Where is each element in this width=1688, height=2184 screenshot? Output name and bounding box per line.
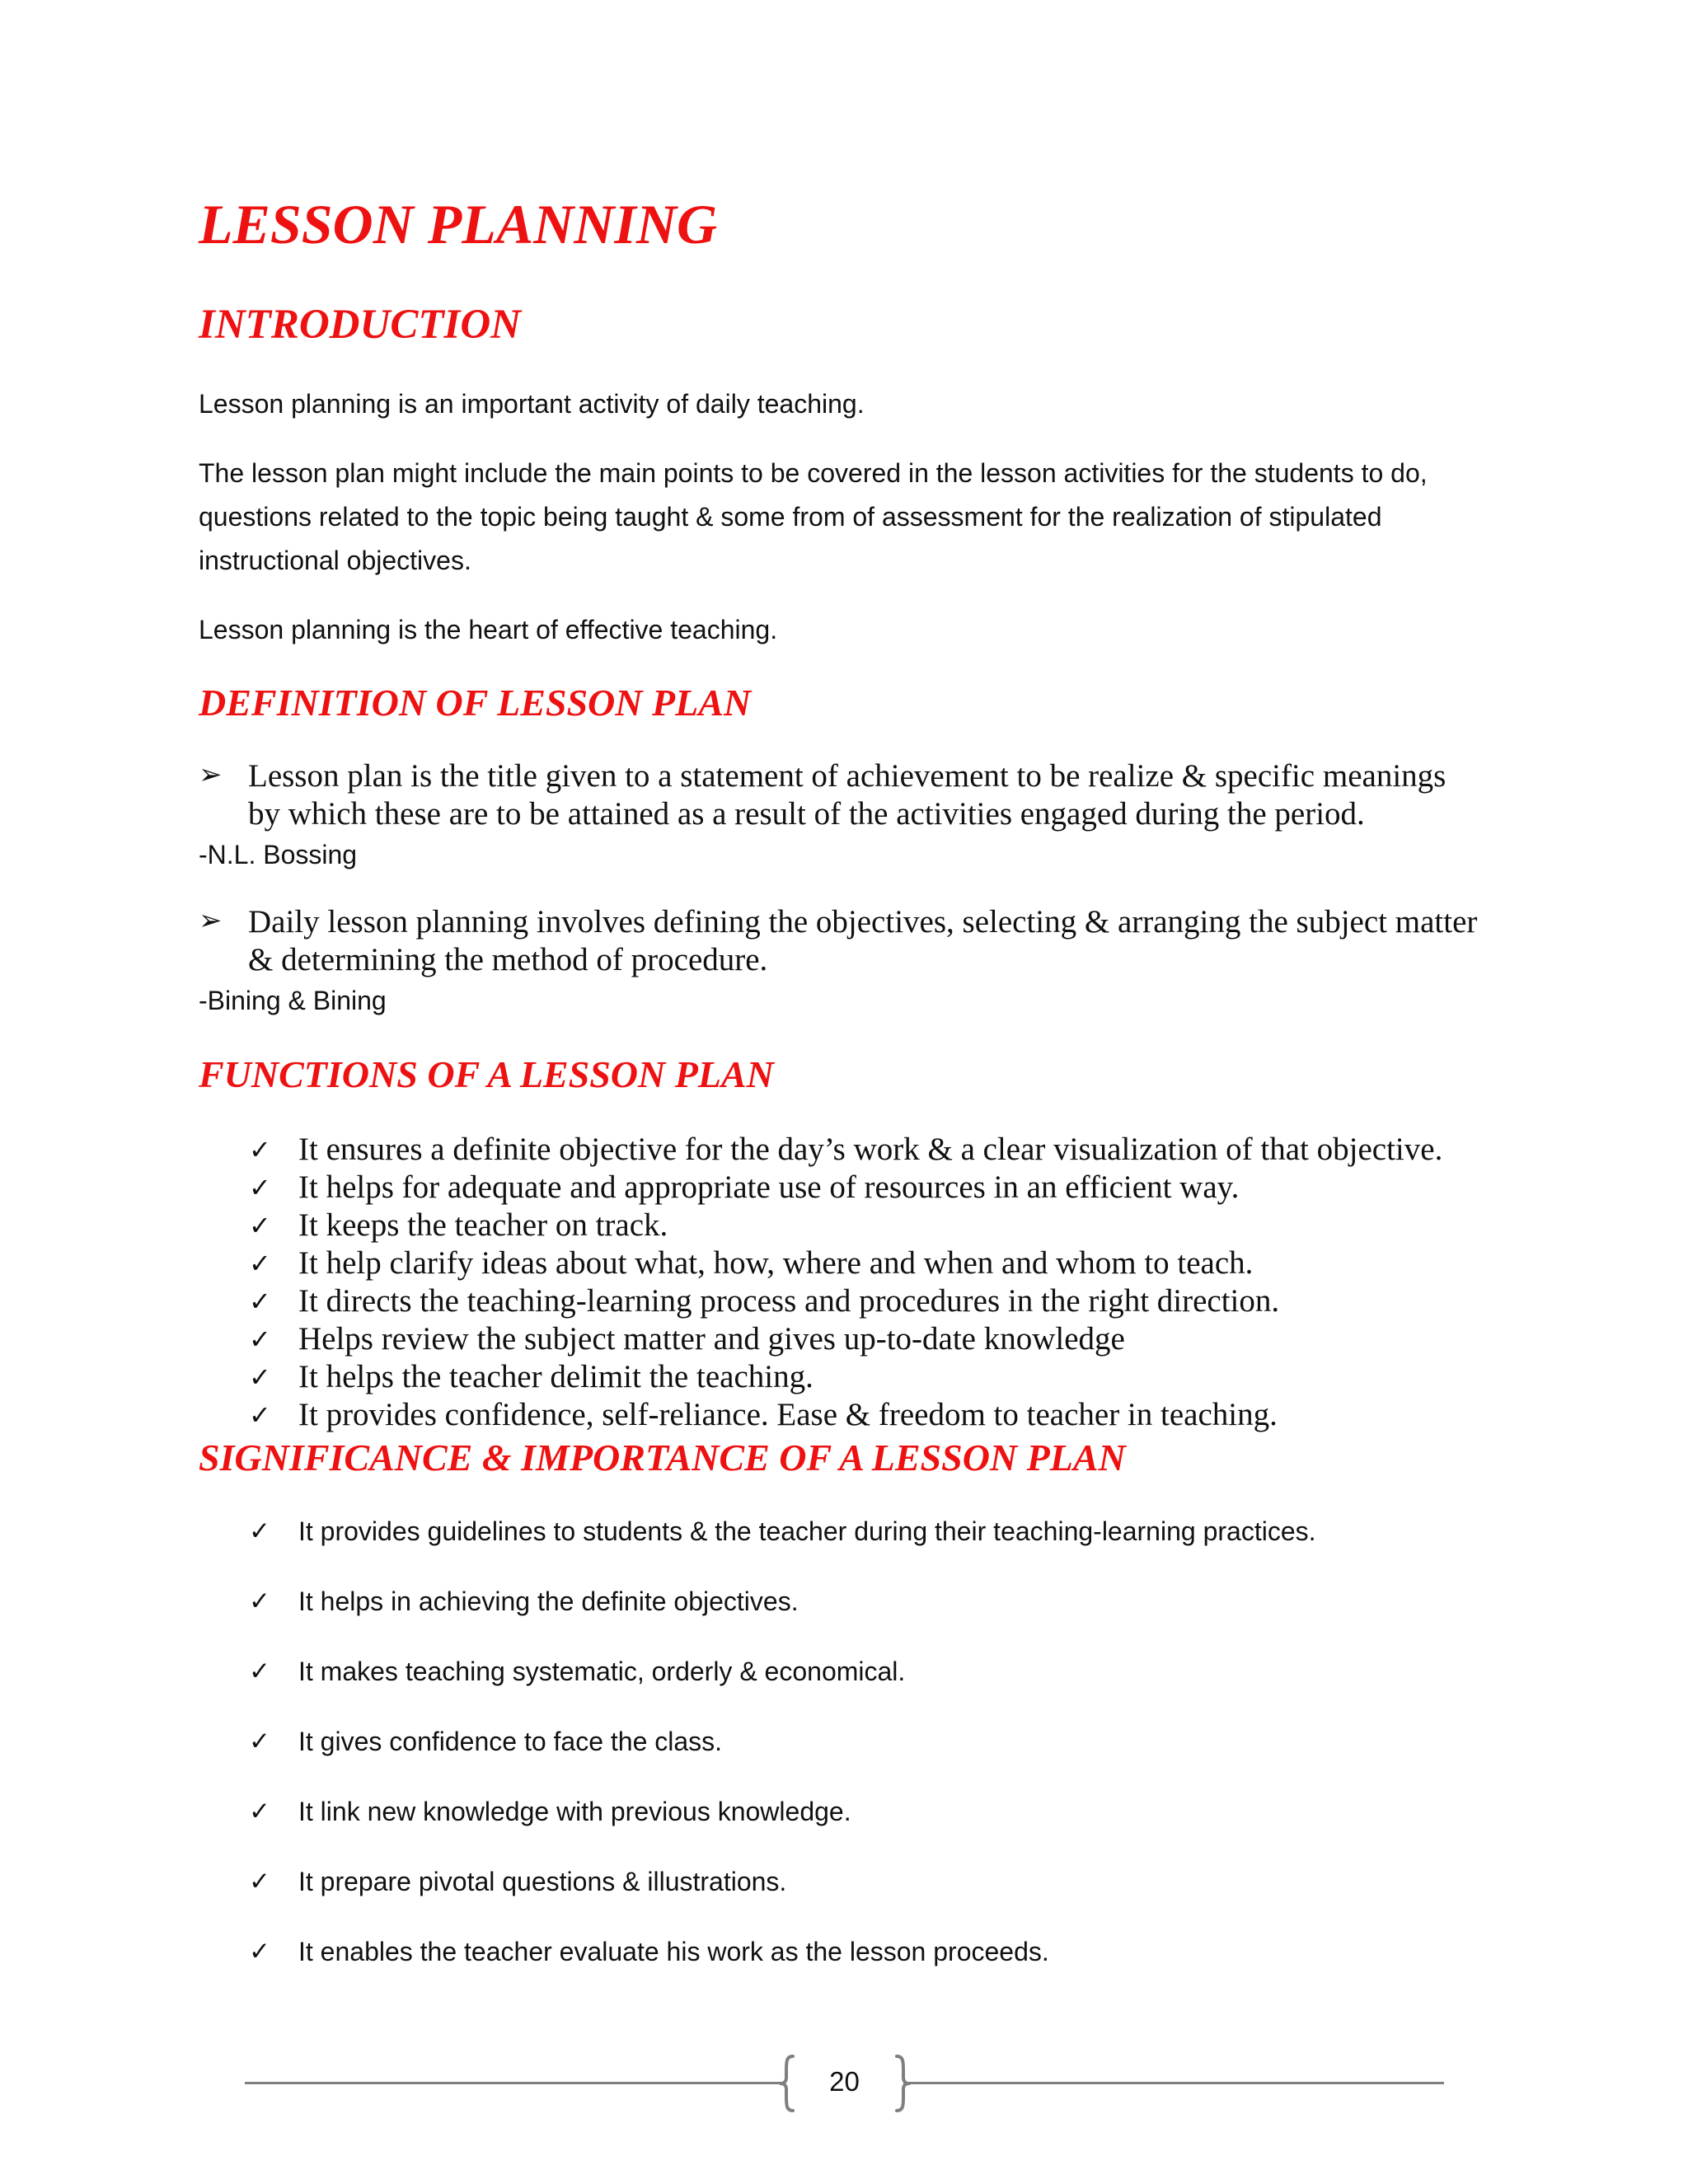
functions-heading: FUNCTIONS OF A LESSON PLAN bbox=[199, 1053, 774, 1095]
introduction-paragraph-1: Lesson planning is an important activity of daily teaching. bbox=[199, 389, 865, 419]
list-item bbox=[249, 1650, 1535, 1694]
definition-text-2: Daily lesson planning involves defining the objectives, selecting & arranging the subject matter & determining the method of procedure. bbox=[248, 904, 1478, 977]
page-number: 20 bbox=[829, 2066, 860, 2097]
check-icon: ✓ bbox=[249, 1248, 271, 1279]
definition-text-1: Lesson plan is the title given to a statement of achievement to be realize & specific meanings by which these are to be attained as a result of the activities engaged during the period. bbox=[248, 758, 1447, 832]
footer-left-rule bbox=[245, 2082, 783, 2084]
check-icon: ✓ bbox=[249, 1399, 271, 1431]
function-text-5: It directs the teaching-learning process and procedures in the right direction. bbox=[298, 1283, 1280, 1319]
page-title: LESSON PLANNING bbox=[199, 193, 718, 255]
list-item bbox=[249, 1282, 1535, 1320]
function-text-4: It help clarify ideas about what, how, where and when and whom to teach. bbox=[298, 1245, 1254, 1281]
bracket-icon bbox=[779, 2054, 797, 2113]
list-item bbox=[249, 1169, 1535, 1207]
check-icon: ✓ bbox=[249, 1797, 270, 1826]
check-icon: ✓ bbox=[249, 1172, 271, 1203]
function-text-6: Helps review the subject matter and gives up-to-date knowledge bbox=[298, 1321, 1125, 1357]
definition-heading: DEFINITION OF LESSON PLAN bbox=[199, 682, 752, 724]
significance-text-1: It provides guidelines to students & the teacher during their teaching-learning practices. bbox=[298, 1516, 1316, 1546]
check-icon: ✓ bbox=[249, 1210, 271, 1241]
significance-text-3: It makes teaching systematic, orderly & economical. bbox=[298, 1657, 906, 1686]
list-item bbox=[249, 1244, 1535, 1282]
introduction-paragraph-3: Lesson planning is the heart of effective teaching. bbox=[199, 615, 778, 644]
list-item bbox=[249, 1720, 1535, 1764]
arrow-bullet-icon: ➢ bbox=[199, 906, 223, 936]
function-text-2: It helps for adequate and appropriate use of resources in an efficient way. bbox=[298, 1169, 1240, 1205]
definition-item-2 bbox=[199, 903, 1484, 979]
introduction-heading: INTRODUCTION bbox=[199, 302, 522, 348]
arrow-bullet-icon: ➢ bbox=[199, 760, 223, 790]
check-icon: ✓ bbox=[249, 1867, 270, 1896]
list-item bbox=[249, 1320, 1535, 1358]
significance-text-2: It helps in achieving the definite objectives. bbox=[298, 1586, 799, 1616]
significance-heading: SIGNIFICANCE & IMPORTANCE OF A LESSON PLAN bbox=[199, 1436, 1126, 1479]
footer-right-rule bbox=[903, 2082, 1444, 2084]
significance-text-7: It enables the teacher evaluate his work as the lesson proceeds. bbox=[298, 1937, 1049, 1966]
list-item bbox=[249, 1790, 1535, 1834]
list-item bbox=[249, 1860, 1535, 1904]
bracket-icon bbox=[893, 2054, 911, 2113]
function-text-8: It provides confidence, self-reliance. Ease & freedom to teacher in teaching. bbox=[298, 1397, 1278, 1432]
check-icon: ✓ bbox=[249, 1286, 271, 1317]
definition-attribution-1: -N.L. Bossing bbox=[199, 840, 358, 869]
list-item bbox=[249, 1358, 1535, 1396]
check-icon: ✓ bbox=[249, 1324, 271, 1355]
check-icon: ✓ bbox=[249, 1657, 270, 1686]
list-item bbox=[249, 1207, 1535, 1244]
significance-text-6: It prepare pivotal questions & illustrations. bbox=[298, 1867, 787, 1896]
function-text-1: It ensures a definite objective for the day’s work & a clear visualization of that objective. bbox=[298, 1132, 1443, 1167]
list-item bbox=[249, 1131, 1535, 1169]
functions-list bbox=[249, 1131, 1535, 1434]
definition-attribution-2: -Bining & Bining bbox=[199, 986, 387, 1015]
definition-item-1 bbox=[199, 757, 1484, 833]
significance-text-5: It link new knowledge with previous knowledge. bbox=[298, 1797, 851, 1826]
function-text-3: It keeps the teacher on track. bbox=[298, 1207, 668, 1243]
significance-text-4: It gives confidence to face the class. bbox=[298, 1727, 723, 1756]
significance-list bbox=[249, 1510, 1535, 2000]
list-item bbox=[249, 1396, 1535, 1434]
check-icon: ✓ bbox=[249, 1937, 270, 1966]
list-item bbox=[249, 1510, 1535, 1554]
list-item bbox=[249, 1580, 1535, 1624]
check-icon: ✓ bbox=[249, 1586, 270, 1616]
introduction-paragraph-2: The lesson plan might include the main points to be covered in the lesson activities for the students to do, questions related to the topic being taught & some from of assessment for the realization of stipulated instructional objectives. bbox=[199, 458, 1428, 575]
function-text-7: It helps the teacher delimit the teaching. bbox=[298, 1359, 814, 1394]
list-item bbox=[249, 1930, 1535, 1974]
check-icon: ✓ bbox=[249, 1134, 271, 1165]
check-icon: ✓ bbox=[249, 1727, 270, 1756]
check-icon: ✓ bbox=[249, 1516, 270, 1546]
check-icon: ✓ bbox=[249, 1361, 271, 1393]
